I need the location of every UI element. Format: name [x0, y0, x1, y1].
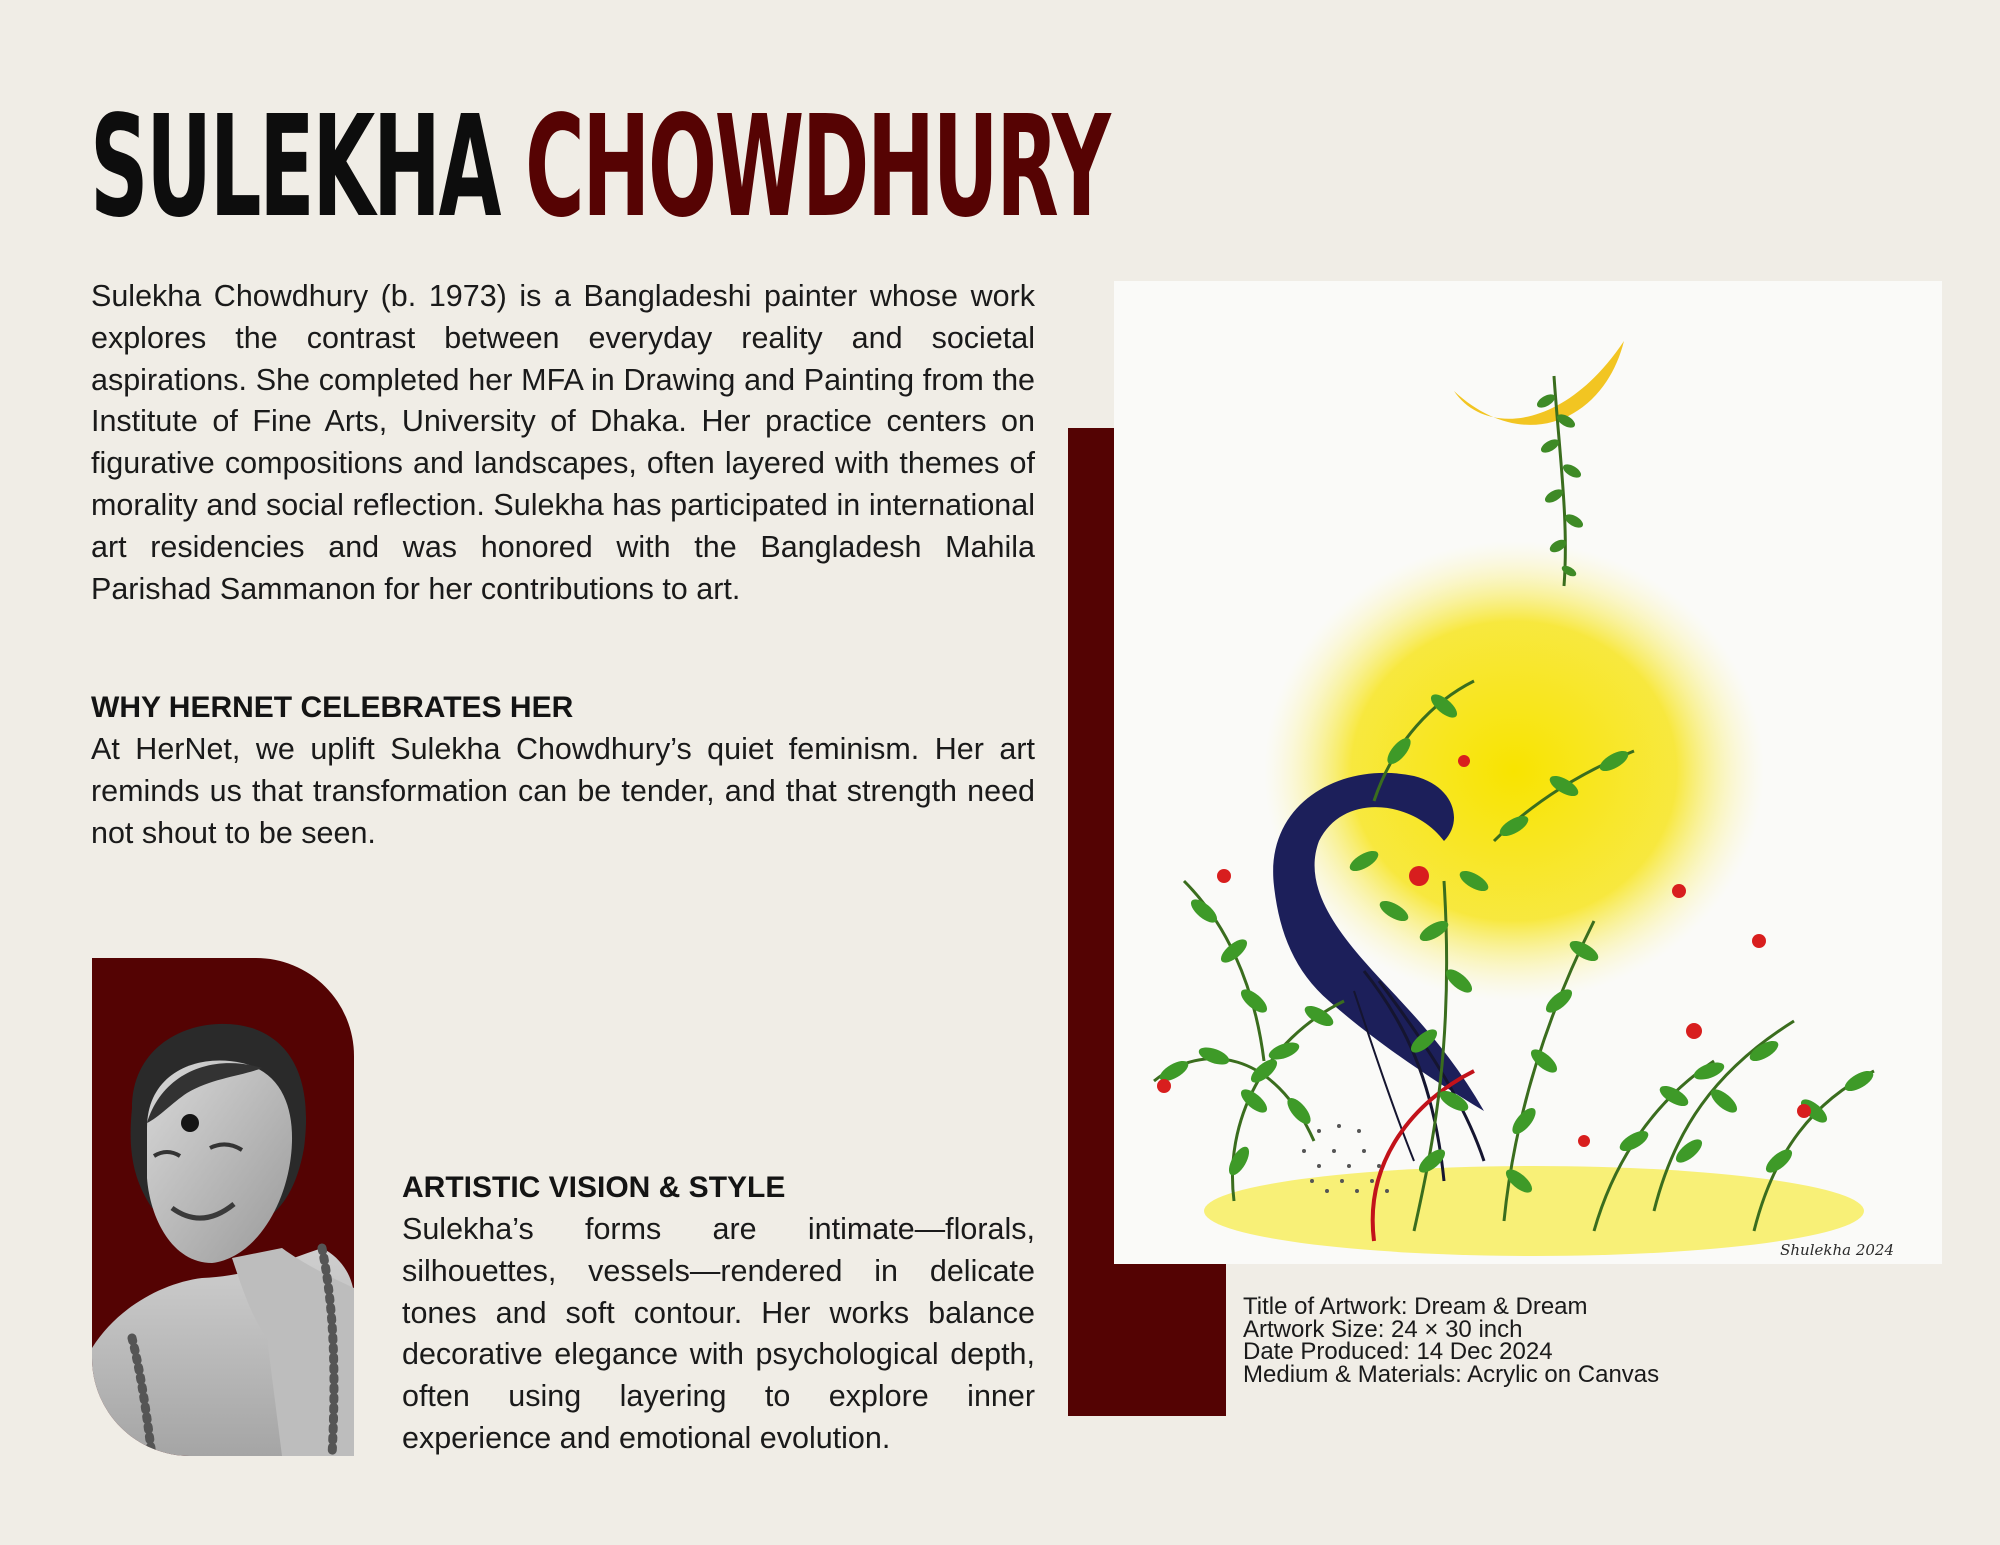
- artist-last-name: CHOWDHURY: [525, 86, 1109, 249]
- artist-first-name: SULEKHA: [90, 86, 500, 249]
- vision-heading: ARTISTIC VISION & STYLE: [402, 1171, 786, 1204]
- artwork-size: Artwork Size: 24 × 30 inch: [1243, 1315, 1523, 1343]
- artwork-title: Title of Artwork: Dream & Dream: [1243, 1293, 1588, 1320]
- painting-signature: Shulekha 2024: [1780, 1241, 1894, 1259]
- vision-paragraph: Sulekha’s forms are intimate—florals, silhouettes, vessels—rendered in delicate tones and soft contour. Her works balance decorative elegance with psychological depth, often using layering to explore inner experience and emotional evolution.: [402, 1212, 1035, 1455]
- why-paragraph: At HerNet, we uplift Sulekha Chowdhury’s quiet feminism. Her art reminds us that transformation can be tender, and that strength need not shout to be seen.: [91, 732, 1035, 850]
- artwork-medium: Medium & Materials: Acrylic on Canvas: [1243, 1360, 1660, 1388]
- bio-paragraph: Sulekha Chowdhury (b. 1973) is a Bangladeshi painter whose work explores the contrast between everyday reality and societal aspirations. She completed her MFA in Drawing and Painting from the Institute of Fine Arts, University of Dhaka. Her practice centers on figurative compositions and landscapes, often layered with themes of morality and social reflection. Sulekha has participated in international art residencies and was honored with the Bangladesh Mahila Parishad Sammanon for her contributions to art.: [91, 279, 1035, 606]
- why-heading: WHY HERNET CELEBRATES HER: [91, 691, 574, 724]
- artist-name-title: [90, 88, 1109, 248]
- artwork-date: Date Produced: 14 Dec 2024: [1243, 1338, 1553, 1365]
- artist-portrait: [92, 958, 354, 1456]
- artwork-image: [1114, 281, 1942, 1264]
- artwork-caption: [1243, 1293, 1660, 1388]
